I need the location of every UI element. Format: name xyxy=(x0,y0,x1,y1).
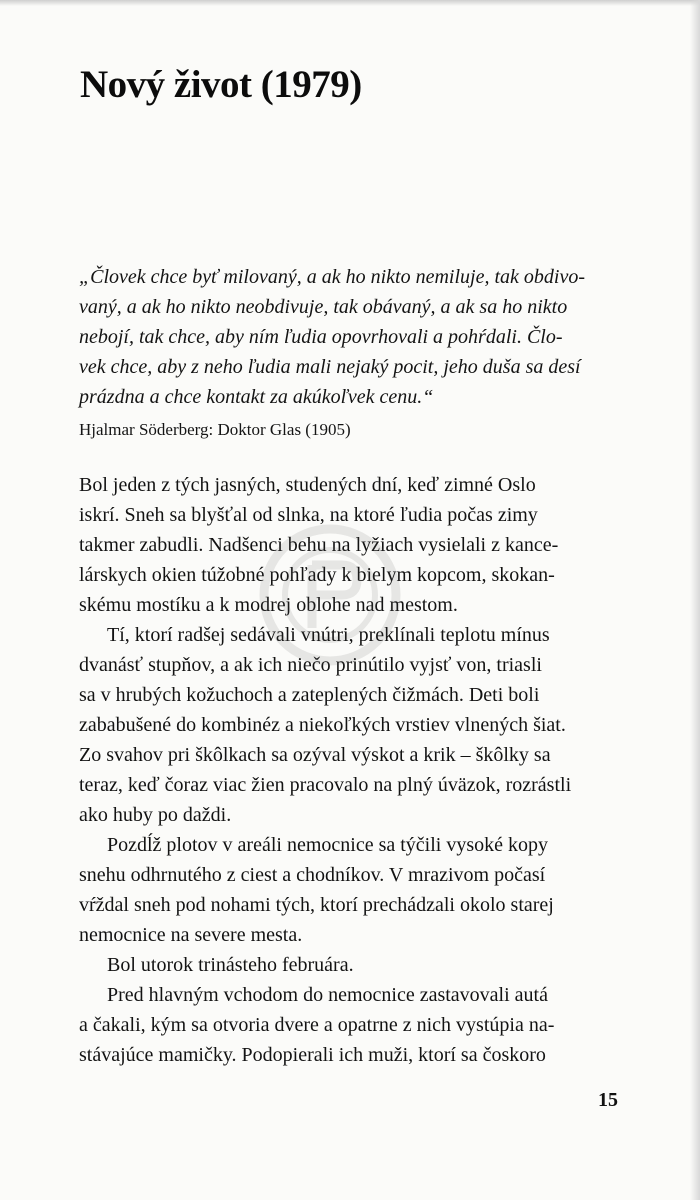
body-line: stávajúce mamičky. Podopierali ich muži, ktorí sa čoskoro xyxy=(79,1044,546,1066)
body-line: Tí, ktorí radšej sedávali vnútri, preklínali teplotu mínus xyxy=(107,624,550,646)
body-line: sa v hrubých kožuchoch a zateplených čižmách. Deti boli xyxy=(79,684,540,706)
body-line: ako huby po daždi. xyxy=(79,804,232,826)
chapter-body-text xyxy=(79,470,639,1070)
epigraph-quote xyxy=(79,262,634,412)
epigraph-line: vek chce, aby z neho ľudia mali nejaký pocit, jeho duša sa desí xyxy=(79,356,581,378)
body-line: Pred hlavným vchodom do nemocnice zastavovali autá xyxy=(107,984,548,1006)
page-right-edge-shadow xyxy=(690,0,700,1200)
body-line: teraz, keď čoraz viac žien pracovalo na plný úväzok, rozrástli xyxy=(79,774,572,796)
body-line: dvanásť stupňov, a ak ich niečo prinútilo vyjsť von, triasli xyxy=(79,654,542,676)
body-line: zababušené do kombinéz a niekoľkých vrstiev vlnených šiat. xyxy=(79,714,566,736)
epigraph-line: vaný, a ak ho nikto neobdivuje, tak obávaný, a ak sa ho nikto xyxy=(79,296,568,318)
body-line: snehu odhrnutého z ciest a chodníkov. V mrazivom počasí xyxy=(79,864,546,886)
body-line: a čakali, kým sa otvoria dvere a opatrne z nich vystúpia na- xyxy=(79,1014,555,1036)
epigraph-source: Hjalmar Söderberg: Doktor Glas (1905) xyxy=(79,420,351,439)
body-line: iskrí. Sneh sa blyšťal od slnka, na ktoré ľudia počas zimy xyxy=(79,504,538,526)
body-line: Zo svahov pri škôlkach sa ozýval výskot a krik – škôlky sa xyxy=(79,744,551,766)
page-number: 15 xyxy=(598,1089,618,1111)
body-line: skému mostíku a k modrej oblohe nad mestom. xyxy=(79,594,458,616)
page-top-edge-shadow xyxy=(0,0,700,6)
epigraph xyxy=(79,262,634,442)
body-line: Bol utorok trinásteho februára. xyxy=(107,954,354,976)
body-line: Bol jeden z tých jasných, studených dní, keď zimné Oslo xyxy=(79,474,536,496)
body-line: Pozdĺž plotov v areáli nemocnice sa týčili vysoké kopy xyxy=(107,834,548,856)
body-line: nemocnice na severe mesta. xyxy=(79,924,303,946)
body-line: vŕždal sneh pod nohami tých, ktorí prechádzali okolo starej xyxy=(79,894,554,916)
body-line: lárskych okien túžobné pohľady k bielym kopcom, skokan- xyxy=(79,564,555,586)
epigraph-line: prázdna a chce kontakt za akúkoľvek cenu.“ xyxy=(79,386,434,408)
epigraph-line: nebojí, tak chce, aby ním ľudia opovrhovali a pohŕdali. Člo- xyxy=(79,326,563,348)
epigraph-line: „Človek chce byť milovaný, a ak ho nikto nemiluje, tak obdivo- xyxy=(79,266,586,288)
chapter-title: Nový život (1979) xyxy=(80,63,362,106)
body-line: takmer zabudli. Nadšenci behu na lyžiach vysielali z kance- xyxy=(79,534,559,556)
